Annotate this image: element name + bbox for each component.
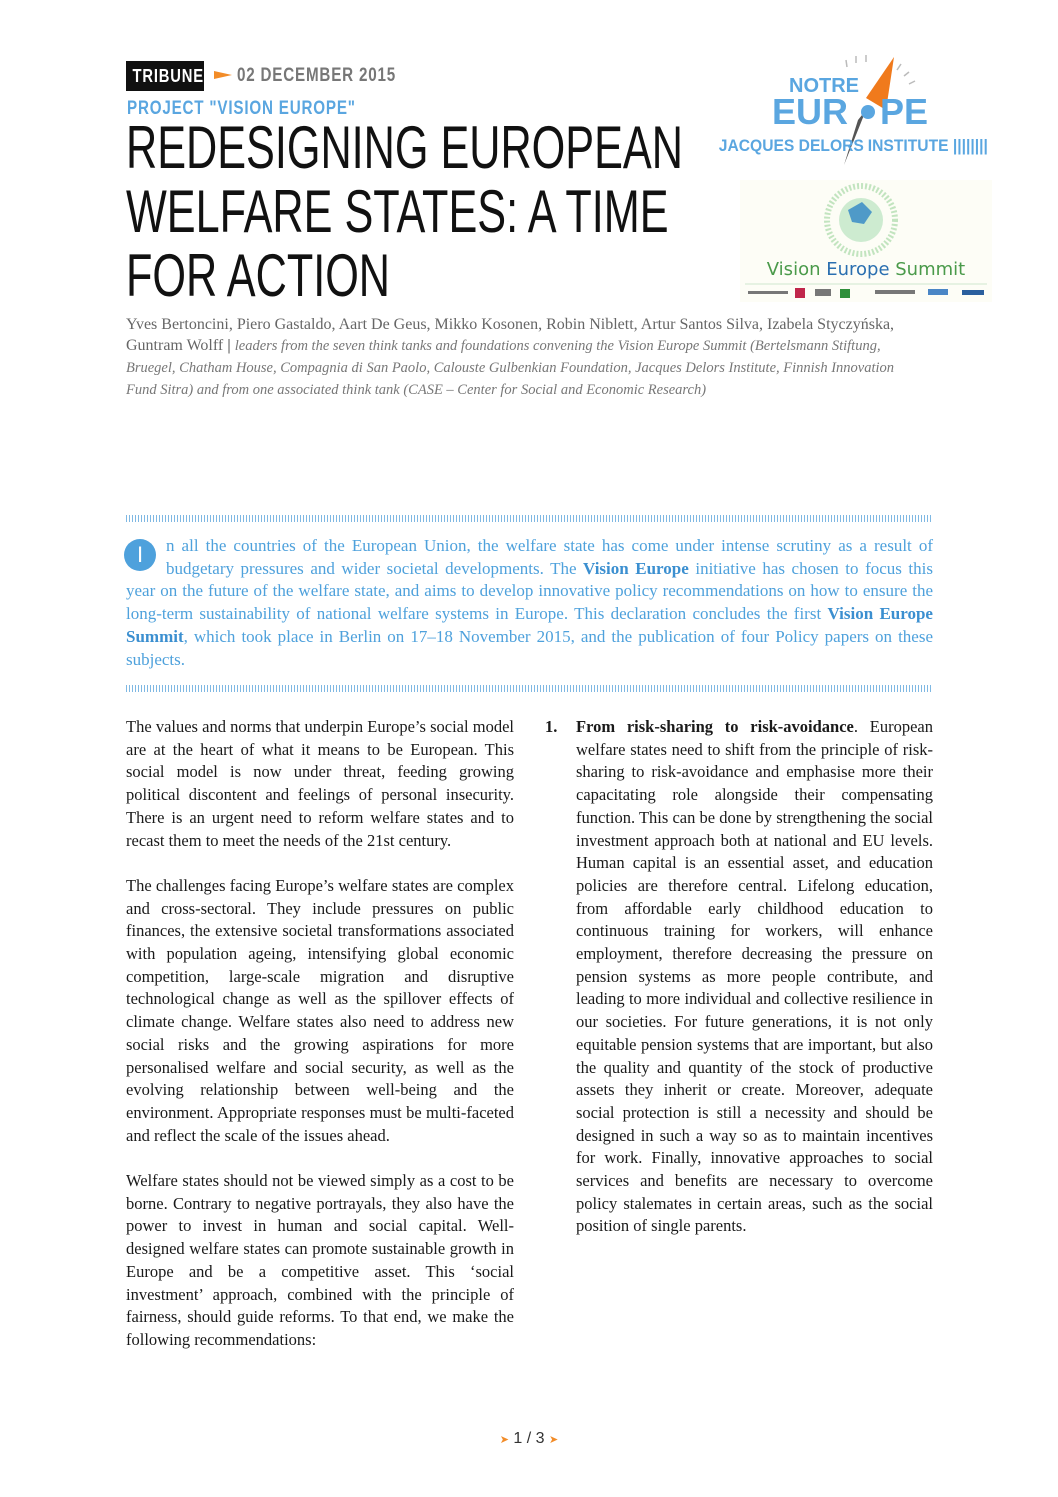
drop-cap: I [124, 539, 156, 571]
project-label: PROJECT "VISION EUROPE" [127, 98, 356, 119]
arrow-icon: ➤ [549, 1434, 559, 1446]
intro-text: n all the countries of the European Union, the welfare state has come under intense scrutiny as a result of budgetary pressures and wider societal developments. The [166, 536, 933, 578]
vision-europe-summit-logo [740, 180, 992, 302]
arrow-icon: ➤ [499, 1434, 509, 1446]
svg-text:PE: PE [880, 91, 929, 132]
divider [126, 685, 933, 692]
svg-text:NOTRE: NOTRE [789, 75, 859, 97]
intro-bold: Vision Europe Summit [126, 604, 933, 646]
recommendation-item [576, 716, 933, 1238]
tribune-label: TRIBUNE [126, 61, 204, 91]
intro-bold: Vision Europe [583, 558, 689, 578]
author-affiliation: leaders from the seven think tanks and foundations convening the Vision Europe Summit (Bertelsmann Stiftung, Bruegel, Chatham House, Compagnia di San Paolo, Calouste Gulbenkian Foundation, Jacques Delors Institute, Finnish Innovation Fund Sitra) and from one associated think tank (CASE – Center for Social and Economic Research) [126, 338, 895, 398]
svg-text:EUR: EUR [772, 91, 849, 132]
right-column [545, 716, 933, 1238]
date: 02 DECEMBER 2015 [237, 65, 396, 86]
paragraph: The values and norms that underpin Europe’s social model are at the heart of what it means to be European. This social model is now under threat, feeding growing political discontent and feelings of personal insecurity. There is an urgent need to reform welfare states and to recast them to meet the needs of the 21st century. [126, 717, 514, 850]
page-number [490, 1430, 568, 1448]
recommendation-text: . European welfare states need to shift from the principle of risk-sharing to risk-avoidance and emphasise more their capacitating role alongside their compensating function. This can be done by strengthening the social investment approach both at national and EU levels. Human capital is an essential asset, and education policies are therefore central. Lifelong education, from affordable early childhood education to continuous training for workers, will enhance employment, therefore decreasing the pressure on pension systems as more people contribute, and leading to more individual and collective resilience in our societies. For future generations, it is not only equitable pension systems that are important, but also the quality and quantity of the stock of productive assets they inherit or create. Moreover, adequate social protection is still a necessity and should be designed in such a way so as to maintain incentives for work. Finally, innovative approaches to social services and benefits are necessary to overcome policy stalemates in certain areas, such as the social position of single parents. [576, 717, 933, 1236]
notre-europe-logo [716, 50, 996, 170]
page-title: REDESIGNING EUROPEAN WELFARE STATES: A TIME FOR ACTION [126, 114, 683, 309]
svg-text:Vision Europe Summit: Vision Europe Summit [766, 259, 966, 280]
list-number: 1. [545, 717, 558, 736]
intro-text: initiative has chosen to focus this year on the future of the welfare state, and aims to develop innovative policy recommendations on how to ensure the long-term sustainability of national welfare systems in Europe. This declaration concludes the first [126, 558, 933, 624]
separator: | [223, 337, 235, 354]
author-names: Yves Bertoncini, Piero Gastaldo, Aart De Geus, Mikko Kosonen, Robin Niblett, Artur Santos Silva, Izabela Styczyńska, Guntram Wolff [126, 316, 895, 354]
divider [126, 515, 933, 522]
svg-text:JACQUES DELORS: JACQUES DELORS [718, 136, 864, 156]
arrow-icon [214, 71, 232, 79]
page-number-text: 1 / 3 [513, 1430, 545, 1447]
svg-text:INSTITUTE ||||||||: INSTITUTE |||||||| [867, 136, 988, 156]
intro-paragraph [126, 535, 933, 671]
paragraph: Welfare states should not be viewed simply as a cost to be borne. Contrary to negative portrayals, they also have the power to invest in human and social capital. Well-designed welfare states can promote sustainable growth in Europe and be a competitive asset. This ‘social investment’ approach, combined with the principle of fairness, should guide reforms. To that end, we make the following recommendations: [126, 1171, 514, 1349]
paragraph: The challenges facing Europe’s welfare states are complex and cross-sectoral. They include pressures on public finances, the extensive societal transformations associated with population ageing, intensifying global economic competition, large-scale migration and disruptive technological change as well as the spillover effects of climate change. Welfare states also need to address new social risks and the growing aspirations for more personalised welfare and social security, as well as the evolving relationship between well-being and the environment. Appropriate responses must be multi-faceted and reflect the scale of the issues ahead. [126, 875, 514, 1145]
authors-block [126, 314, 926, 401]
left-column [126, 716, 514, 1374]
recommendation-heading: From risk-sharing to risk-avoidance [576, 717, 854, 736]
intro-text: , which took place in Berlin on 17–18 November 2015, and the publication of four Policy papers on these subjects. [126, 626, 933, 669]
